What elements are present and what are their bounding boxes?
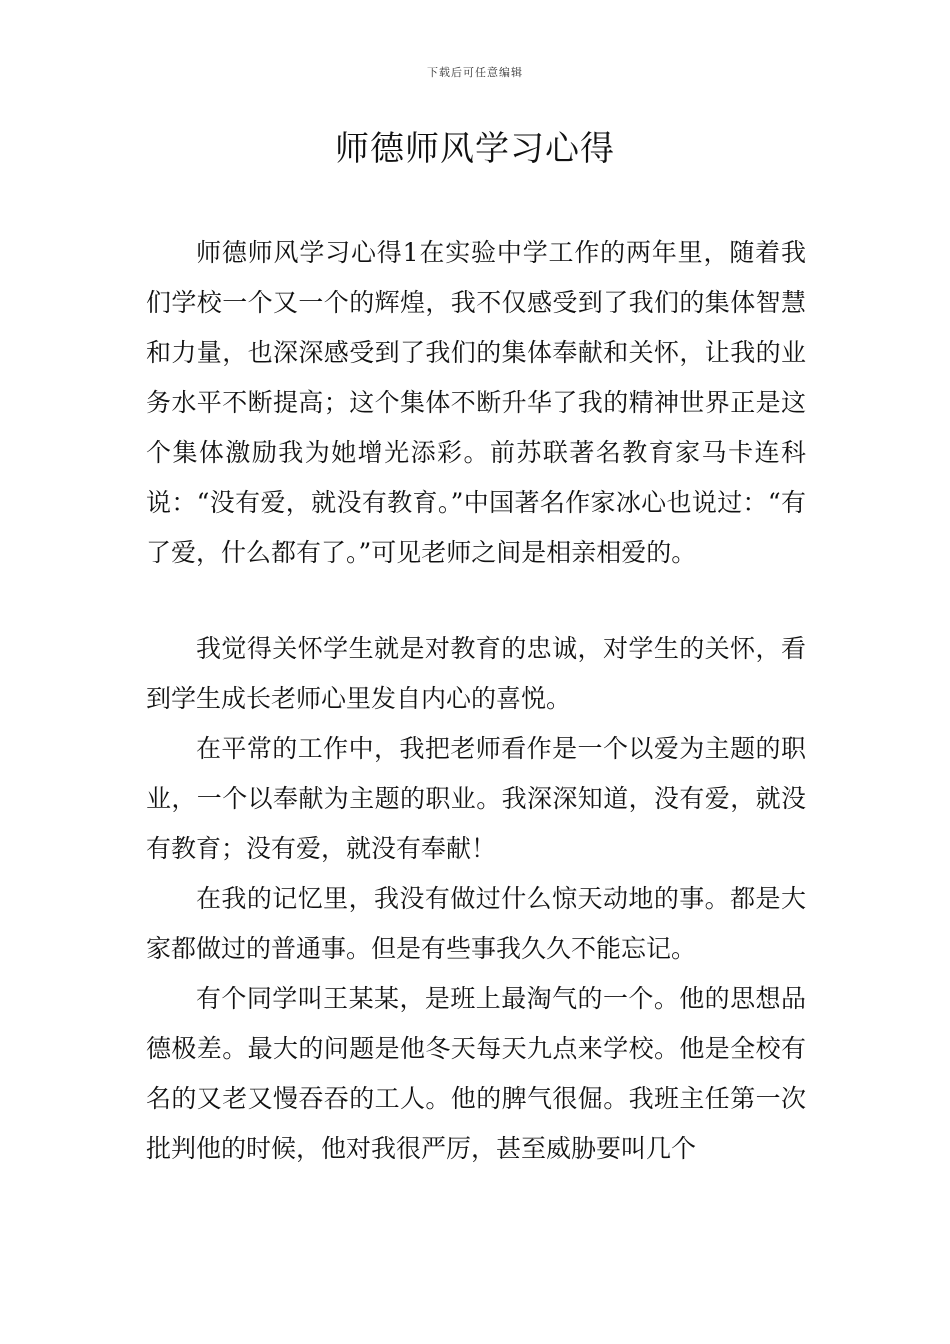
header-note: 下载后可任意编辑	[427, 66, 523, 79]
paragraph-3: 在平常的工作中，我把老师看作是一个以爱为主题的职业，一个以奉献为主题的职业。我深深知道，没有爱，就没有教育；没有爱，就没有奉献！	[146, 734, 806, 863]
paragraph-5: 有个同学叫王某某，是班上最淘气的一个。他的思想品德极差。最大的问题是他冬天每天九点来学校。他是全校有名的又老又慢吞吞的工人。他的脾气很倔。我班主任第一次批判他的时候，他对我很严厉，甚至威胁要叫几个	[146, 984, 806, 1163]
document-title: 师德师风学习心得	[335, 129, 615, 169]
paragraph-1: 师德师风学习心得1在实验中学工作的两年里，随着我们学校一个又一个的辉煌，我不仅感受到了我们的集体智慧和力量，也深深感受到了我们的集体奉献和关怀，让我的业务水平不断提高；这个集体不断升华了我的精神世界正是这个集体激励我为她增光添彩。前苏联著名教育家马卡连科说：“没有爱，就没有教育。”中国著名作家冰心也说过：“有了爱，什么都有了。”可见老师之间是相亲相爱的。	[146, 238, 806, 567]
document-body	[146, 228, 806, 1174]
paragraph-4: 在我的记忆里，我没有做过什么惊天动地的事。都是大家都做过的普通事。但是有些事我久久不能忘记。	[146, 884, 806, 963]
paragraph-2: 我觉得关怀学生就是对教育的忠诚，对学生的关怀，看到学生成长老师心里发自内心的喜悦。	[146, 634, 806, 713]
